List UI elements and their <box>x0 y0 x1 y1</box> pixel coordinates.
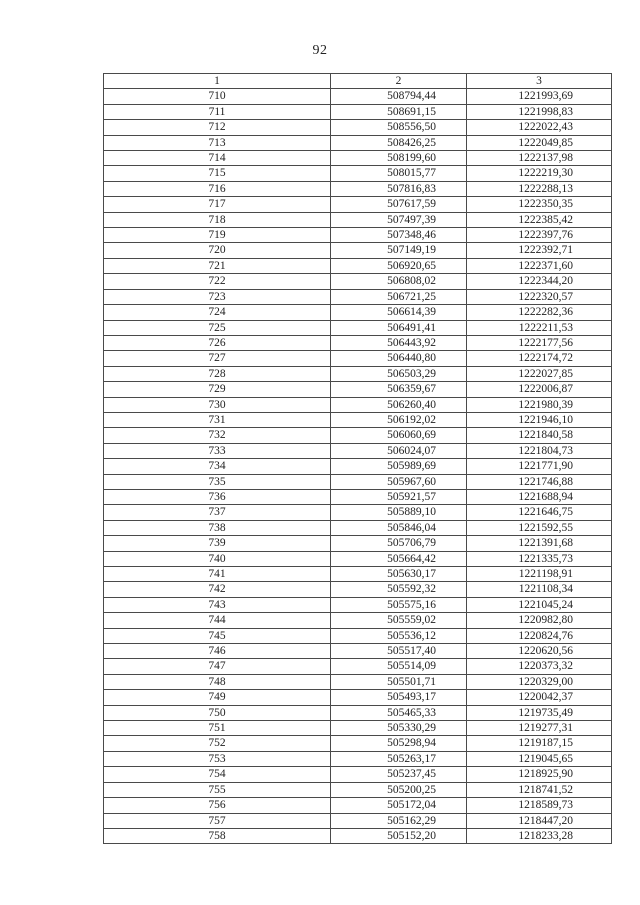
table-row <box>104 767 612 782</box>
point-number-cell: 741 <box>104 567 331 582</box>
table-row <box>104 659 612 674</box>
table-row <box>104 705 612 720</box>
point-number-cell: 739 <box>104 536 331 551</box>
x-coordinate-cell: 506503,29 <box>331 366 467 381</box>
x-coordinate-cell: 508556,50 <box>331 120 467 135</box>
point-number-cell: 718 <box>104 212 331 227</box>
x-coordinate-cell: 505200,25 <box>331 782 467 797</box>
table-row <box>104 351 612 366</box>
point-number-cell: 721 <box>104 258 331 273</box>
point-number-cell: 720 <box>104 243 331 258</box>
y-coordinate-cell: 1218741,52 <box>467 782 612 797</box>
point-number-cell: 735 <box>104 474 331 489</box>
table-row <box>104 104 612 119</box>
table-row <box>104 366 612 381</box>
y-coordinate-cell: 1221804,73 <box>467 443 612 458</box>
table-header-row <box>104 74 612 89</box>
x-coordinate-cell: 505536,12 <box>331 628 467 643</box>
point-number-cell: 742 <box>104 582 331 597</box>
point-number-cell: 750 <box>104 705 331 720</box>
y-coordinate-cell: 1218447,20 <box>467 813 612 828</box>
table-row <box>104 613 612 628</box>
y-coordinate-cell: 1222022,43 <box>467 120 612 135</box>
table-row <box>104 258 612 273</box>
y-coordinate-cell: 1220373,32 <box>467 659 612 674</box>
point-number-cell: 758 <box>104 828 331 843</box>
x-coordinate-cell: 505152,20 <box>331 828 467 843</box>
point-number-cell: 715 <box>104 166 331 181</box>
table-row <box>104 551 612 566</box>
y-coordinate-cell: 1220824,76 <box>467 628 612 643</box>
x-coordinate-cell: 505517,40 <box>331 644 467 659</box>
point-number-cell: 729 <box>104 382 331 397</box>
x-coordinate-cell: 508794,44 <box>331 89 467 104</box>
x-coordinate-cell: 508199,60 <box>331 151 467 166</box>
table-row <box>104 243 612 258</box>
table-row <box>104 721 612 736</box>
y-coordinate-cell: 1221335,73 <box>467 551 612 566</box>
x-coordinate-cell: 505493,17 <box>331 690 467 705</box>
x-coordinate-cell: 506440,80 <box>331 351 467 366</box>
y-coordinate-cell: 1219277,31 <box>467 721 612 736</box>
x-coordinate-cell: 506491,41 <box>331 320 467 335</box>
y-coordinate-cell: 1219187,15 <box>467 736 612 751</box>
x-coordinate-cell: 506192,02 <box>331 412 467 427</box>
y-coordinate-cell: 1222371,60 <box>467 258 612 273</box>
y-coordinate-cell: 1222049,85 <box>467 135 612 150</box>
table-row <box>104 412 612 427</box>
x-coordinate-cell: 505263,17 <box>331 751 467 766</box>
y-coordinate-cell: 1221391,68 <box>467 536 612 551</box>
y-coordinate-cell: 1222397,76 <box>467 228 612 243</box>
table-row <box>104 305 612 320</box>
point-number-cell: 723 <box>104 289 331 304</box>
point-number-cell: 757 <box>104 813 331 828</box>
y-coordinate-cell: 1222350,35 <box>467 197 612 212</box>
table-row <box>104 489 612 504</box>
x-coordinate-cell: 505575,16 <box>331 597 467 612</box>
table-row <box>104 212 612 227</box>
y-coordinate-cell: 1218589,73 <box>467 798 612 813</box>
table-row <box>104 813 612 828</box>
x-coordinate-cell: 508015,77 <box>331 166 467 181</box>
y-coordinate-cell: 1221746,88 <box>467 474 612 489</box>
column-header-x-coordinate: 2 <box>331 74 467 89</box>
y-coordinate-cell: 1220982,80 <box>467 613 612 628</box>
point-number-cell: 740 <box>104 551 331 566</box>
table-row <box>104 644 612 659</box>
point-number-cell: 745 <box>104 628 331 643</box>
x-coordinate-cell: 505330,29 <box>331 721 467 736</box>
x-coordinate-cell: 507348,46 <box>331 228 467 243</box>
table-row <box>104 120 612 135</box>
point-number-cell: 713 <box>104 135 331 150</box>
x-coordinate-cell: 506359,67 <box>331 382 467 397</box>
x-coordinate-cell: 505559,02 <box>331 613 467 628</box>
point-number-cell: 727 <box>104 351 331 366</box>
point-number-cell: 710 <box>104 89 331 104</box>
column-header-y-coordinate: 3 <box>467 74 612 89</box>
table-row <box>104 567 612 582</box>
point-number-cell: 751 <box>104 721 331 736</box>
y-coordinate-cell: 1221998,83 <box>467 104 612 119</box>
table-row <box>104 674 612 689</box>
y-coordinate-cell: 1222344,20 <box>467 274 612 289</box>
y-coordinate-cell: 1221646,75 <box>467 505 612 520</box>
y-coordinate-cell: 1221840,58 <box>467 428 612 443</box>
x-coordinate-cell: 505921,57 <box>331 489 467 504</box>
point-number-cell: 736 <box>104 489 331 504</box>
x-coordinate-cell: 505501,71 <box>331 674 467 689</box>
y-coordinate-cell: 1220329,00 <box>467 674 612 689</box>
y-coordinate-cell: 1221771,90 <box>467 459 612 474</box>
table-row <box>104 751 612 766</box>
x-coordinate-cell: 505846,04 <box>331 520 467 535</box>
table-row <box>104 582 612 597</box>
table-row <box>104 828 612 843</box>
point-number-cell: 737 <box>104 505 331 520</box>
table-row <box>104 397 612 412</box>
x-coordinate-cell: 506060,69 <box>331 428 467 443</box>
x-coordinate-cell: 506614,39 <box>331 305 467 320</box>
table-row <box>104 459 612 474</box>
table-row <box>104 736 612 751</box>
y-coordinate-cell: 1221198,91 <box>467 567 612 582</box>
x-coordinate-cell: 506721,25 <box>331 289 467 304</box>
point-number-cell: 711 <box>104 104 331 119</box>
y-coordinate-cell: 1222385,42 <box>467 212 612 227</box>
x-coordinate-cell: 507816,83 <box>331 181 467 196</box>
table-row <box>104 597 612 612</box>
y-coordinate-cell: 1218925,90 <box>467 767 612 782</box>
table-row <box>104 474 612 489</box>
y-coordinate-cell: 1222320,57 <box>467 289 612 304</box>
x-coordinate-cell: 508426,25 <box>331 135 467 150</box>
x-coordinate-cell: 505172,04 <box>331 798 467 813</box>
point-number-cell: 749 <box>104 690 331 705</box>
table-row <box>104 320 612 335</box>
point-number-cell: 714 <box>104 151 331 166</box>
x-coordinate-cell: 505465,33 <box>331 705 467 720</box>
table-row <box>104 166 612 181</box>
y-coordinate-cell: 1221045,24 <box>467 597 612 612</box>
table-row <box>104 782 612 797</box>
table-row <box>104 382 612 397</box>
point-number-cell: 716 <box>104 181 331 196</box>
table-row <box>104 289 612 304</box>
point-number-cell: 725 <box>104 320 331 335</box>
y-coordinate-cell: 1221592,55 <box>467 520 612 535</box>
x-coordinate-cell: 507497,39 <box>331 212 467 227</box>
y-coordinate-cell: 1219735,49 <box>467 705 612 720</box>
x-coordinate-cell: 506920,65 <box>331 258 467 273</box>
y-coordinate-cell: 1222282,36 <box>467 305 612 320</box>
table-row <box>104 181 612 196</box>
x-coordinate-cell: 507149,19 <box>331 243 467 258</box>
y-coordinate-cell: 1218233,28 <box>467 828 612 843</box>
point-number-cell: 719 <box>104 228 331 243</box>
table-row <box>104 505 612 520</box>
y-coordinate-cell: 1222211,53 <box>467 320 612 335</box>
x-coordinate-cell: 506443,92 <box>331 335 467 350</box>
point-number-cell: 754 <box>104 767 331 782</box>
point-number-cell: 755 <box>104 782 331 797</box>
x-coordinate-cell: 505162,29 <box>331 813 467 828</box>
table-row <box>104 628 612 643</box>
point-number-cell: 752 <box>104 736 331 751</box>
y-coordinate-cell: 1221980,39 <box>467 397 612 412</box>
table-body <box>104 89 612 844</box>
point-number-cell: 724 <box>104 305 331 320</box>
y-coordinate-cell: 1222219,30 <box>467 166 612 181</box>
point-number-cell: 712 <box>104 120 331 135</box>
point-number-cell: 756 <box>104 798 331 813</box>
x-coordinate-cell: 505706,79 <box>331 536 467 551</box>
y-coordinate-cell: 1220042,37 <box>467 690 612 705</box>
y-coordinate-cell: 1222392,71 <box>467 243 612 258</box>
point-number-cell: 748 <box>104 674 331 689</box>
point-number-cell: 733 <box>104 443 331 458</box>
point-number-cell: 726 <box>104 335 331 350</box>
table-row <box>104 135 612 150</box>
point-number-cell: 738 <box>104 520 331 535</box>
point-number-cell: 728 <box>104 366 331 381</box>
table-row <box>104 89 612 104</box>
point-number-cell: 746 <box>104 644 331 659</box>
y-coordinate-cell: 1220620,56 <box>467 644 612 659</box>
column-header-point-number: 1 <box>104 74 331 89</box>
x-coordinate-cell: 505298,94 <box>331 736 467 751</box>
x-coordinate-cell: 507617,59 <box>331 197 467 212</box>
table-row <box>104 428 612 443</box>
x-coordinate-cell: 506024,07 <box>331 443 467 458</box>
table-row <box>104 798 612 813</box>
point-number-cell: 753 <box>104 751 331 766</box>
table-row <box>104 690 612 705</box>
table-row <box>104 228 612 243</box>
point-number-cell: 732 <box>104 428 331 443</box>
y-coordinate-cell: 1222288,13 <box>467 181 612 196</box>
y-coordinate-cell: 1222177,56 <box>467 335 612 350</box>
x-coordinate-cell: 508691,15 <box>331 104 467 119</box>
y-coordinate-cell: 1221108,34 <box>467 582 612 597</box>
coordinates-table <box>103 73 612 844</box>
y-coordinate-cell: 1219045,65 <box>467 751 612 766</box>
table-row <box>104 536 612 551</box>
x-coordinate-cell: 505592,32 <box>331 582 467 597</box>
x-coordinate-cell: 505237,45 <box>331 767 467 782</box>
x-coordinate-cell: 506808,02 <box>331 274 467 289</box>
table-row <box>104 335 612 350</box>
x-coordinate-cell: 505664,42 <box>331 551 467 566</box>
point-number-cell: 734 <box>104 459 331 474</box>
point-number-cell: 744 <box>104 613 331 628</box>
x-coordinate-cell: 505889,10 <box>331 505 467 520</box>
table-row <box>104 443 612 458</box>
point-number-cell: 731 <box>104 412 331 427</box>
y-coordinate-cell: 1222006,87 <box>467 382 612 397</box>
y-coordinate-cell: 1221688,94 <box>467 489 612 504</box>
point-number-cell: 730 <box>104 397 331 412</box>
y-coordinate-cell: 1221946,10 <box>467 412 612 427</box>
point-number-cell: 722 <box>104 274 331 289</box>
x-coordinate-cell: 505630,17 <box>331 567 467 582</box>
x-coordinate-cell: 506260,40 <box>331 397 467 412</box>
point-number-cell: 743 <box>104 597 331 612</box>
table-row <box>104 197 612 212</box>
y-coordinate-cell: 1222137,98 <box>467 151 612 166</box>
x-coordinate-cell: 505989,69 <box>331 459 467 474</box>
point-number-cell: 747 <box>104 659 331 674</box>
x-coordinate-cell: 505967,60 <box>331 474 467 489</box>
page-number: 92 <box>312 43 328 58</box>
y-coordinate-cell: 1222027,85 <box>467 366 612 381</box>
y-coordinate-cell: 1222174,72 <box>467 351 612 366</box>
table-row <box>104 151 612 166</box>
table-row <box>104 274 612 289</box>
x-coordinate-cell: 505514,09 <box>331 659 467 674</box>
y-coordinate-cell: 1221993,69 <box>467 89 612 104</box>
table-row <box>104 520 612 535</box>
point-number-cell: 717 <box>104 197 331 212</box>
